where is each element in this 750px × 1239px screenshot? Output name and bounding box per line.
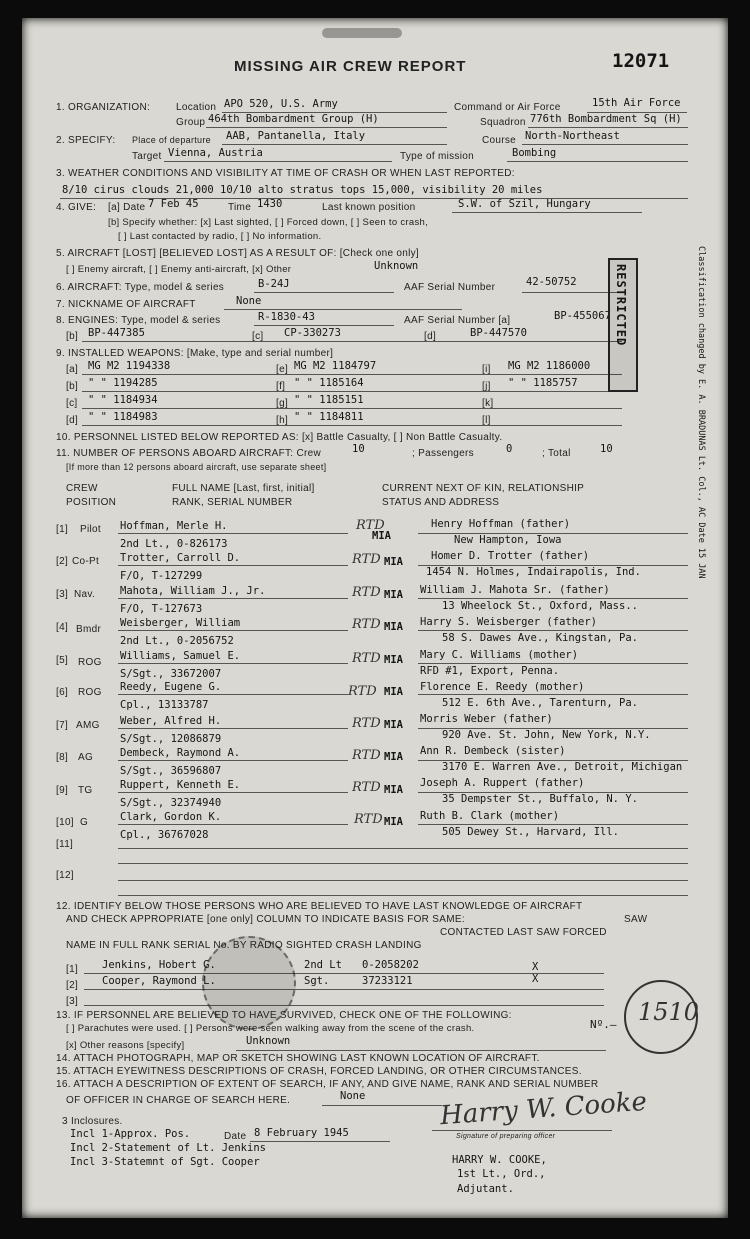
time-label: Time: [228, 202, 252, 213]
give-label: 4. GIVE:: [56, 202, 97, 213]
persons-aboard-label: 11. NUMBER OF PERSONS ABOARD AIRCRAFT: Crew: [56, 448, 321, 459]
weapon-value: " " 1184934: [88, 394, 158, 406]
crew-status: RTD: [352, 748, 381, 763]
crew-kin: Ruth B. Clark (mother): [420, 810, 560, 822]
course-label: Course: [482, 135, 517, 146]
engine-a-value: BP-455067: [554, 310, 611, 322]
crew-kin: Ann R. Dembeck (sister): [420, 745, 566, 757]
specify-label: 2. SPECIFY:: [56, 135, 116, 146]
restricted-stamp-text: RESTRICTED: [614, 264, 628, 347]
crew-mia: MIA: [384, 686, 403, 698]
crew-col-kin: CURRENT NEXT OF KIN, RELATIONSHIP: [382, 483, 585, 494]
survived-line-2: [x] Other reasons [specify]: [66, 1040, 185, 1051]
weapon-value: " " 1184811: [294, 411, 364, 423]
crew-rank: S/Sgt., 32374940: [120, 797, 222, 809]
inclosures-title: 3 Inclosures.: [62, 1116, 123, 1127]
witness-name: Jenkins, Hobert G.: [102, 959, 216, 971]
weapon-tag: [f]: [276, 381, 286, 392]
aircraft-type-label: 6. AIRCRAFT: Type, model & series: [56, 282, 225, 293]
command-value: 15th Air Force: [592, 97, 681, 109]
crew-num: [7]: [56, 720, 69, 731]
crew-position: Co-Pt: [72, 556, 100, 567]
search-label-2: OF OFFICER IN CHARGE OF SEARCH HERE.: [66, 1095, 291, 1106]
crew-position: Bmdr: [76, 624, 102, 635]
witness-num: [3]: [66, 996, 79, 1007]
crew-name: Williams, Samuel E.: [120, 650, 241, 662]
crew-num: [12]: [56, 870, 74, 881]
crew-kin: Joseph A. Ruppert (father): [420, 777, 585, 789]
squadron-value: 776th Bombardment Sq (H): [530, 113, 682, 125]
crew-mia: MIA: [384, 654, 403, 666]
attach-eyewitness: 15. ATTACH EYEWITNESS DESCRIPTIONS OF CRASH, FORCED LANDING, OR OTHER CIRCUMSTANCES.: [56, 1066, 582, 1077]
engine-b-value: BP-447385: [88, 327, 145, 339]
crew-kin: Morris Weber (father): [420, 713, 553, 725]
crew-num: [8]: [56, 752, 69, 763]
crew-position: TG: [78, 785, 93, 796]
aaf-serial-value: 42-50752: [526, 276, 577, 288]
witness-mark: X: [532, 961, 539, 973]
weapon-tag: [j]: [482, 381, 491, 392]
crew-address: 1454 N. Holmes, Indairapolis, Ind.: [426, 566, 641, 578]
crew-name: Dembeck, Raymond A.: [120, 747, 241, 759]
crew-rank: F/O, T-127673: [120, 603, 203, 615]
crew-num: [1]: [56, 524, 69, 535]
report-title: MISSING AIR CREW REPORT: [234, 58, 467, 75]
crew-mia: MIA: [384, 784, 403, 796]
crew-rank: F/O, T-127299: [120, 570, 203, 582]
saw-forced-header: SAW: [624, 914, 648, 925]
target-value: Vienna, Austria: [168, 147, 263, 159]
total-label: ; Total: [542, 448, 571, 459]
crew-position: Nav.: [74, 589, 96, 600]
total-count: 10: [600, 443, 613, 455]
weapon-tag: [k]: [482, 398, 494, 409]
aircraft-lost-label: 5. AIRCRAFT [LOST] [BELIEVED LOST] AS A RESULT OF: [Check one only]: [56, 248, 420, 259]
aaf-serial-label: AAF Serial Number: [404, 282, 496, 293]
restricted-stamp: [608, 258, 638, 392]
crew-rank: Cpl., 36767028: [120, 829, 209, 841]
crew-num: [3]: [56, 589, 69, 600]
attach-photo: 14. ATTACH PHOTOGRAPH, MAP OR SKETCH SHOWING LAST KNOWN LOCATION OF AIRCRAFT.: [56, 1053, 540, 1064]
witness-num: [2]: [66, 980, 79, 991]
crew-num: [5]: [56, 655, 69, 666]
weapon-tag: [c]: [66, 398, 78, 409]
crew-status: RTD: [356, 518, 385, 533]
aircraft-lost-other: Unknown: [374, 260, 419, 272]
report-number: 12071: [612, 50, 670, 72]
crew-position: ROG: [78, 687, 102, 698]
crew-rank: S/Sgt., 33672007: [120, 668, 222, 680]
engine-c-label: [c]: [252, 331, 264, 342]
crew-position: AG: [78, 752, 94, 763]
crew-address: RFD #1, Export, Penna.: [420, 665, 560, 677]
departure-label: Place of departure: [132, 135, 211, 145]
crew-mia: MIA: [384, 816, 403, 828]
circled-number-text: 1510: [638, 998, 700, 1026]
crew-status: RTD: [352, 716, 381, 731]
passengers-count: 0: [506, 443, 513, 455]
crew-address: 512 E. 6th Ave., Tarenturn, Pa.: [442, 697, 638, 709]
weapon-value: " " 1194285: [88, 377, 158, 389]
crew-mia: MIA: [384, 751, 403, 763]
survived-line-1: [ ] Parachutes were used. [ ] Persons were seen walking away from the scene of the crash.: [66, 1023, 475, 1034]
time-value: 1430: [257, 198, 283, 210]
crew-address: 920 Ave. St. John, New York, N.Y.: [442, 729, 651, 741]
weapon-tag: [e]: [276, 364, 289, 375]
crew-mia: MIA: [384, 719, 403, 731]
departure-value: AAB, Pantanella, Italy: [226, 130, 366, 142]
weapon-value: MG M2 1184797: [294, 360, 377, 372]
crew-mia: MIA: [384, 621, 403, 633]
crew-position: Pilot: [80, 524, 101, 535]
last-knowledge-label: 12. IDENTIFY BELOW THOSE PERSONS WHO ARE BELIEVED TO HAVE LAST KNOWLEDGE OF AIRCRAFT: [56, 901, 583, 912]
specify-whether: [b] Specify whether: [x] Last sighted, [ ] Forced down, [ ] Seen to crash,: [108, 217, 429, 228]
crew-address: 13 Wheelock St., Oxford, Mass..: [442, 600, 638, 612]
aircraft-type-value: B-24J: [258, 278, 290, 290]
command-label: Command or Air Force: [454, 102, 561, 113]
position-value: S.W. of Szil, Hungary: [458, 198, 591, 210]
weapon-value: " " 1185151: [294, 394, 364, 406]
crew-status: RTD: [348, 684, 377, 699]
inclosure-3: Incl 3-Statemnt of Sgt. Cooper: [70, 1156, 260, 1168]
aircraft-lost-options: [ ] Enemy aircraft, [ ] Enemy anti-aircraft, [x] Other: [66, 264, 292, 275]
crew-mia: MIA: [384, 589, 403, 601]
crew-status: RTD: [352, 585, 381, 600]
weapon-value: MG M2 1194338: [88, 360, 171, 372]
crew-num: [9]: [56, 785, 69, 796]
group-label: Group: [176, 117, 206, 128]
crew-col-status: STATUS AND ADDRESS: [382, 497, 500, 508]
declassification-stamp: Classification changed by E. A. BRADUNAS Lt. Col., AC Date 15 JAN: [696, 246, 706, 579]
crew-num: [10]: [56, 817, 74, 828]
crew-name: Trotter, Carroll D.: [120, 552, 241, 564]
crew-address: 3170 E. Warren Ave., Detroit, Michigan: [442, 761, 683, 773]
witness-rank: Sgt.: [304, 975, 330, 987]
last-knowledge-label-2: AND CHECK APPROPRIATE [one only] COLUMN TO INDICATE BASIS FOR SAME:: [66, 914, 465, 925]
crew-name: Ruppert, Kenneth E.: [120, 779, 241, 791]
crew-kin: Harry S. Weisberger (father): [420, 616, 598, 628]
weapon-value: " " 1185757: [508, 377, 578, 389]
crew-kin: Mary C. Williams (mother): [420, 649, 579, 661]
crew-kin: William J. Mahota Sr. (father): [420, 584, 610, 596]
crew-mia: MIA: [372, 530, 391, 542]
location-label: Location: [176, 102, 217, 113]
crew-rank: 2nd Lt., 0-826173: [120, 538, 228, 550]
squadron-label: Squadron: [480, 117, 526, 128]
crew-address: New Hampton, Iowa: [454, 534, 562, 546]
engine-d-label: [d]: [424, 331, 437, 342]
survived-label: 13. IF PERSONNEL ARE BELIEVED TO HAVE SURVIVED, CHECK ONE OF THE FOLLOWING:: [56, 1010, 512, 1021]
report-page: [22, 18, 728, 1218]
crew-name: Reedy, Eugene G.: [120, 681, 222, 693]
witness-serial: 0-2058202: [362, 959, 419, 971]
crew-rank: 2nd Lt., 0-2056752: [120, 635, 234, 647]
weapon-tag: [a]: [66, 364, 79, 375]
inclosures-date-label: Date: [224, 1131, 247, 1142]
crew-rank: S/Sgt., 12086879: [120, 733, 222, 745]
witness-rank: 2nd Lt: [304, 959, 342, 971]
engines-type-value: R-1830-43: [258, 311, 315, 323]
signature-rank: 1st Lt., Ord.,: [457, 1168, 546, 1180]
blot-top: [322, 28, 402, 38]
crew-kin: Florence E. Reedy (mother): [420, 681, 585, 693]
crew-col-position: CREW: [66, 483, 98, 494]
org-label: 1. ORGANIZATION:: [56, 102, 151, 113]
weapon-tag: [l]: [482, 415, 491, 426]
witness-header: NAME IN FULL RANK SERIAL No. BY RADIO SIGHTED CRASH LANDING: [66, 940, 422, 951]
postmark-stamp: [202, 936, 296, 1030]
weapon-tag: [b]: [66, 381, 79, 392]
group-value: 464th Bombardment Group (H): [208, 113, 379, 125]
crew-address: 505 Dewey St., Harvard, Ill.: [442, 826, 620, 838]
weapon-tag: [h]: [276, 415, 289, 426]
crew-status: RTD: [352, 552, 381, 567]
inclosure-2: Incl 2-Statement of Lt. Jenkins: [70, 1142, 266, 1154]
weather-label: 3. WEATHER CONDITIONS AND VISIBILITY AT TIME OF CRASH OR WHEN LAST REPORTED:: [56, 168, 515, 179]
crew-status: RTD: [352, 651, 381, 666]
nickname-value: None: [236, 295, 262, 307]
crew-col-position-2: POSITION: [66, 497, 117, 508]
crew-name: Weisberger, William: [120, 617, 241, 629]
position-label: Last known position: [322, 202, 416, 213]
weapon-tag: [i]: [482, 364, 491, 375]
search-label: 16. ATTACH A DESCRIPTION OF EXTENT OF SEARCH, IF ANY, AND GIVE NAME, RANK AND SERIAL NUMBER: [56, 1079, 599, 1090]
mission-label: Type of mission: [400, 151, 474, 162]
target-label: Target: [132, 151, 162, 162]
crew-status: RTD: [352, 780, 381, 795]
witness-num: [1]: [66, 964, 79, 975]
weapon-value: " " 1185164: [294, 377, 364, 389]
crew-num: [4]: [56, 622, 69, 633]
crew-count: 10: [352, 443, 365, 455]
crew-position: G: [80, 817, 89, 828]
engine-c-value: CP-330273: [284, 327, 341, 339]
witness-serial: 37233121: [362, 975, 413, 987]
survived-other: Unknown: [246, 1035, 291, 1047]
crew-name: Clark, Gordon K.: [120, 811, 222, 823]
crew-num: [11]: [56, 839, 74, 850]
crew-name: Weber, Alfred H.: [120, 715, 222, 727]
crew-position: AMG: [76, 720, 100, 731]
nickname-label: 7. NICKNAME OF AIRCRAFT: [56, 299, 196, 310]
search-value: None: [340, 1090, 366, 1102]
crew-kin: Henry Hoffman (father): [431, 518, 571, 530]
crew-position: ROG: [78, 657, 102, 668]
signature-title: Adjutant.: [457, 1183, 514, 1195]
crew-num: [2]: [56, 556, 69, 567]
crew-rank: Cpl., 13133787: [120, 699, 209, 711]
crew-address: 35 Dempster St., Buffalo, N. Y.: [442, 793, 638, 805]
circled-number: [624, 980, 698, 1054]
course-value: North-Northeast: [525, 130, 620, 142]
crew-mia: MIA: [384, 556, 403, 568]
engine-b-label: [b]: [66, 331, 79, 342]
personnel-label: 10. PERSONNEL LISTED BELOW REPORTED AS: [x] Battle Casualty, [ ] Non Battle Casualty.: [56, 432, 503, 443]
crew-name: Mahota, William J., Jr.: [120, 585, 266, 597]
inclosures-date: 8 February 1945: [254, 1127, 349, 1139]
weather-value: 8/10 cirus clouds 21,000 10/10 alto stratus tops 15,000, visibility 20 miles: [62, 184, 543, 196]
crew-num: [6]: [56, 687, 69, 698]
weapon-value: MG M2 1186000: [508, 360, 591, 372]
engines-serial-label: AAF Serial Number [a]: [404, 315, 511, 326]
weapon-tag: [d]: [66, 415, 79, 426]
crew-status: RTD: [354, 812, 383, 827]
location-value: APO 520, U.S. Army: [224, 98, 338, 110]
signature-script: Harry W. Cooke: [439, 1086, 648, 1132]
engine-d-value: BP-447570: [470, 327, 527, 339]
witness-name: Cooper, Raymond L.: [102, 975, 216, 987]
weapons-label: 9. INSTALLED WEAPONS: [Make, type and serial number]: [56, 348, 334, 359]
signature-caption: Signature of preparing officer: [456, 1133, 556, 1140]
mission-value: Bombing: [512, 147, 557, 159]
persons-note: [If more than 12 persons aboard aircraft, use separate sheet]: [66, 462, 327, 472]
crew-col-rank: RANK, SERIAL NUMBER: [172, 497, 293, 508]
crew-status: RTD: [352, 617, 381, 632]
crew-col-name: FULL NAME [Last, first, initial]: [172, 483, 315, 494]
crew-name: Hoffman, Merle H.: [120, 520, 228, 532]
crew-kin: Homer D. Trotter (father): [431, 550, 590, 562]
witness-mark: X: [532, 973, 539, 985]
engines-label: 8. ENGINES: Type, model & series: [56, 315, 221, 326]
specify-whether-2: [ ] Last contacted by radio, [ ] No information.: [118, 231, 322, 242]
signature-name: HARRY W. COOKE,: [452, 1154, 547, 1166]
weapon-value: " " 1184983: [88, 411, 158, 423]
date-label: [a] Date: [108, 202, 146, 213]
passengers-label: ; Passengers: [412, 448, 474, 459]
number-label: Nº.—: [590, 1018, 617, 1031]
date-value: 7 Feb 45: [148, 198, 199, 210]
crew-rank: S/Sgt., 36596807: [120, 765, 222, 777]
contacted-header: CONTACTED LAST SAW FORCED: [440, 927, 607, 938]
weapon-tag: [g]: [276, 398, 289, 409]
inclosure-1: Incl 1-Approx. Pos.: [70, 1128, 191, 1140]
crew-address: 58 S. Dawes Ave., Kingstan, Pa.: [442, 632, 638, 644]
